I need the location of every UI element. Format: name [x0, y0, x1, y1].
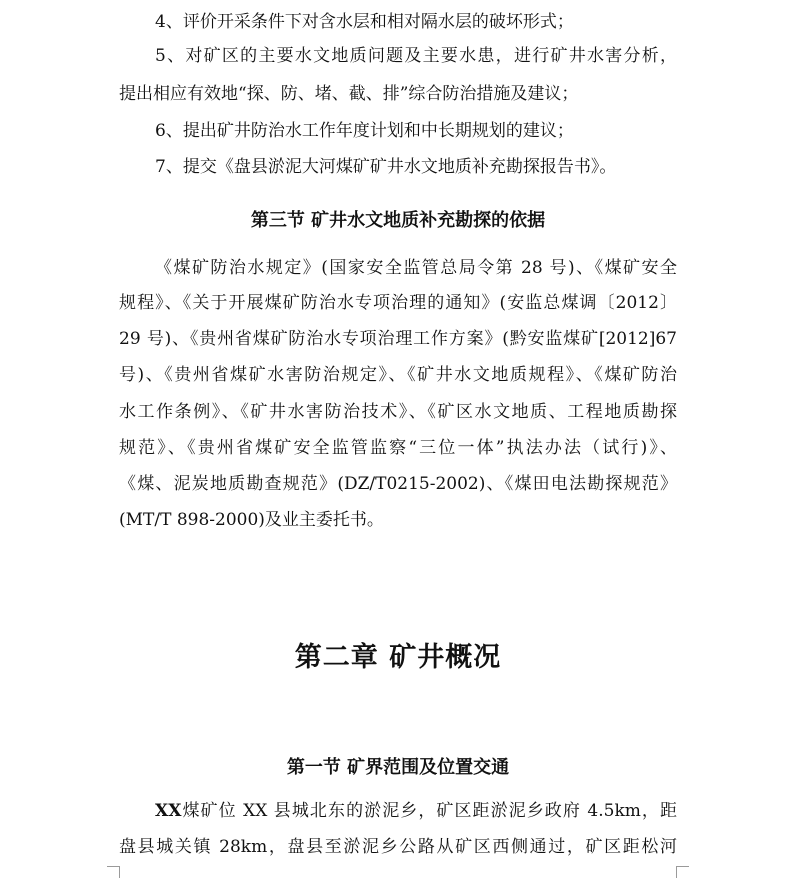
mine-name-placeholder: XX: [155, 801, 182, 821]
paragraph-line: 盘县城关镇 28km，盘县至淤泥乡公路从矿区西侧通过，矿区距松河: [119, 837, 677, 857]
crop-mark-bottom-right: [677, 866, 690, 878]
list-item-6: 6、提出矿井防治水工作年度计划和中长期规划的建议；: [155, 121, 574, 141]
paragraph-line: 《煤矿防治水规定》(国家安全监管总局令第 28 号)、《煤矿安全: [155, 258, 677, 278]
chapter-heading-2: 第二章 矿井概况: [294, 642, 502, 673]
crop-mark-bottom-left: [107, 866, 120, 878]
section-heading-3: 第三节 矿井水文地质补充勘探的依据: [250, 210, 546, 231]
paragraph-line: 29 号)、《贵州省煤矿防治水专项治理工作方案》(黔安监煤矿[2012]67: [119, 329, 677, 349]
paragraph-line: 规范》、《贵州省煤矿安全监管监察“三位一体”执法办法（试行)》、: [119, 438, 677, 458]
paragraph-line: (MT/T 898-2000)及业主委托书。: [119, 510, 384, 530]
section-heading-1: 第一节 矿界范围及位置交通: [286, 757, 510, 778]
paragraph-line: 号)、《贵州省煤矿水害防治规定》、《矿井水文地质规程》、《煤矿防治: [119, 365, 677, 385]
list-item-5-continued: 提出相应有效地“探、防、堵、截、排”综合防治措施及建议；: [119, 84, 579, 104]
paragraph-line: 规程》、《关于开展煤矿防治水专项治理的通知》(安监总煤调〔2012〕: [119, 293, 677, 313]
paragraph-line: 水工作条例》、《矿井水害防治技术》、《矿区水文地质、工程地质勘探: [119, 402, 677, 422]
list-item-4: 4、评价开采条件下对含水层和相对隔水层的破坏形式；: [155, 12, 574, 32]
paragraph-line: 《煤、泥炭地质勘查规范》(DZ/T0215-2002)、《煤田电法勘探规范》: [119, 474, 677, 494]
paragraph-text: 煤矿位 XX 县城北东的淤泥乡，矿区距淤泥乡政府 4.5km，距: [181, 801, 677, 821]
list-item-5: 5、对矿区的主要水文地质问题及主要水患，进行矿井水害分析，: [155, 46, 677, 66]
list-item-7: 7、提交《盘县淤泥大河煤矿矿井水文地质补充勘探报告书》。: [155, 157, 617, 177]
